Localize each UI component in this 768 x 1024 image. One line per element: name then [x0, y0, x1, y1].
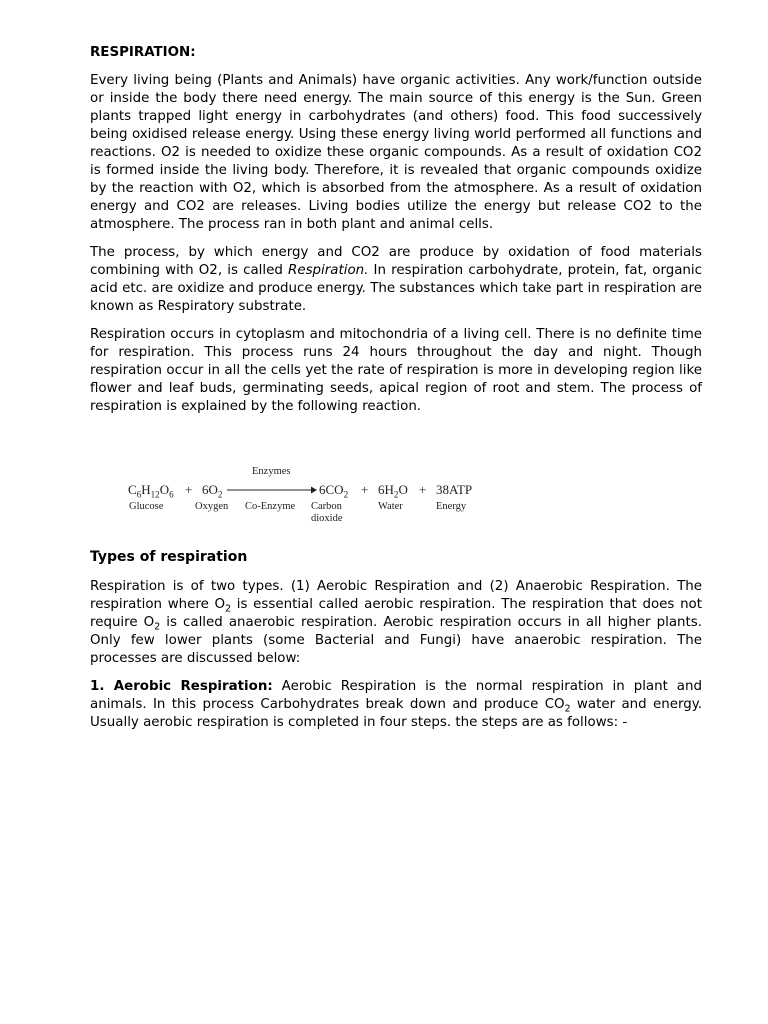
- label-energy: Energy: [436, 501, 467, 512]
- reaction-arrow-icon: [227, 486, 317, 494]
- label-oxygen: Oxygen: [195, 501, 229, 512]
- enzymes-label: Enzymes: [252, 466, 291, 477]
- label-carbon-dioxide: Carbon dioxide: [311, 501, 343, 524]
- definition-text-before: The process, by which energy and CO2 are produce by oxidation of food materials combining with O2, is called: [90, 245, 702, 278]
- respiration-equation: [128, 462, 488, 528]
- glucose-formula: $C_6H_{12}O_6$: [128, 482, 174, 500]
- paragraph-intro: Every living being (Plants and Animals) have organic activities. Any work/function outside or inside the body there need energy. The main source of this energy is the Sun. Green plants trapped light energy in carbohydrates (and others) food. This food successively being oxidised release energy. Using these energy living world performed all functions and reactions. O2 is needed to oxidize these organic compounds. As a result of oxidation CO2 is formed inside the living body. Therefore, it is revealed that organic compounds oxidize by the reaction with O2, which is absorbed from the atmosphere. As a result of oxidation energy and CO2 are releases. Living bodies utilize the energy but release CO2 to the atmosphere. The process ran in both plant and animal cells.: [90, 73, 702, 232]
- paragraph-definition: [90, 244, 702, 316]
- definition-term: Respiration.: [288, 263, 369, 278]
- reaction-figure: [90, 426, 702, 538]
- co2-formula: $6CO_2$: [319, 482, 349, 500]
- plus-sign: +: [419, 482, 427, 497]
- atp-formula: 38ATP: [436, 482, 473, 497]
- definition-text-after: In respiration carbohydrate, protein, fat, organic acid etc. are oxidize and produce energy. The substances which take part in respiration are known as Respiratory substrate.: [90, 263, 702, 314]
- label-coenzyme: Co-Enzyme: [245, 501, 296, 512]
- document-page: [90, 44, 702, 742]
- paragraph-types: Respiration is of two types. (1) Aerobic Respiration and (2) Anaerobic Respiration. The respiration where $O_2$ is essential called aerobic respiration. The respiration that does not require $O_2$ is called anaerobic respiration. Aerobic respiration occurs in all higher plants. Only few lower plants (some Bacterial and Fungi) have anaerobic respiration. The processes are discussed below:: [90, 579, 702, 666]
- water-formula: $6H_2O$: [378, 482, 408, 500]
- types-heading: Types of respiration: [90, 549, 248, 565]
- oxygen-formula: $6O_2$: [202, 482, 223, 500]
- plus-sign: +: [361, 482, 369, 497]
- paragraph-aerobic: 1. Aerobic Respiration: Aerobic Respiration is the normal respiration in plant and animals. In this process Carbohydrates break down and produce $CO_2$ water and energy. Usually aerobic respiration is completed in four steps. the steps are as follows: -: [90, 679, 702, 730]
- aerobic-heading: 1. Aerobic Respiration:: [90, 679, 273, 694]
- page-title: RESPIRATION:: [90, 45, 196, 60]
- paragraph-location: Respiration occurs in cytoplasm and mitochondria of a living cell. There is no definite time for respiration. This process runs 24 hours throughout the day and night. Though respiration occur in all the cells yet the rate of respiration is more in developing region like flower and leaf buds, germinating seeds, apical region of root and stem. The process of respiration is explained by the following reaction.: [90, 327, 702, 414]
- plus-sign: +: [185, 482, 193, 497]
- label-glucose: Glucose: [129, 501, 164, 512]
- label-water: Water: [378, 501, 403, 512]
